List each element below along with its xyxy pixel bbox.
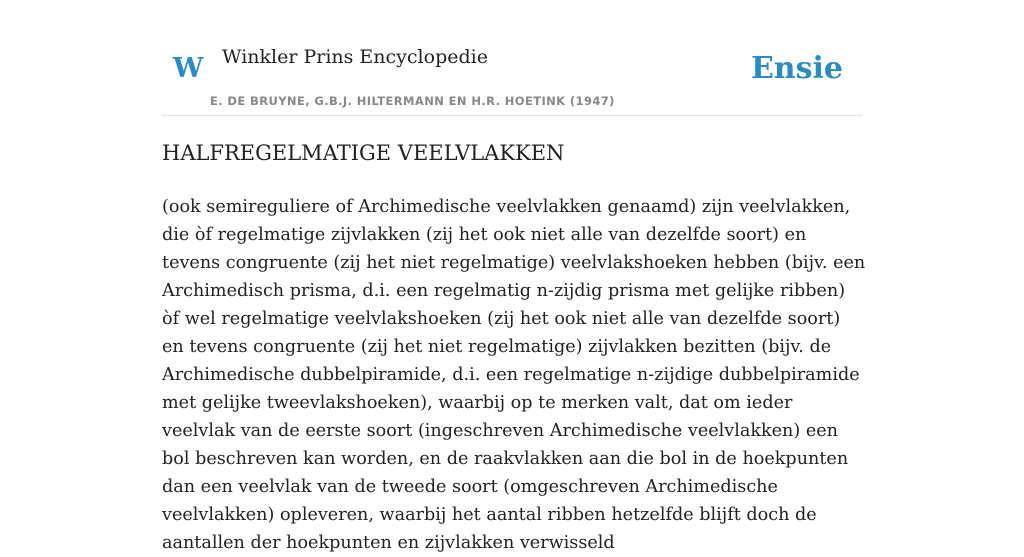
authors-line: E. DE BRUYNE, G.B.J. HILTERMANN EN H.R. HOETINK (1947) bbox=[210, 94, 615, 108]
ensie-logo[interactable]: Ensie bbox=[750, 51, 843, 86]
article-title: HALFREGELMATIGE VEELVLAKKEN bbox=[162, 141, 565, 165]
winkler-prins-logo[interactable]: W bbox=[173, 53, 204, 84]
site-title[interactable]: Winkler Prins Encyclopedie bbox=[222, 46, 488, 68]
article-body: (ook semireguliere of Archimedische veelvlakken genaamd) zijn veelvlakken, die òf regelmatige zijvlakken (zij het ook niet alle van dezelfde soort) en tevens congruente (zij het niet regelmatige) veelvlakshoeken hebben (bijv. een Archimedisch prisma, d.i. een regelmatig n-zijdig prisma met gelijke ribben) òf wel regelmatige veelvlakshoeken (zij het ook niet alle van dezelfde soort) en tevens congruente (zij het niet regelmatige) zijvlakken bezitten (bijv. de Archimedische dubbelpiramide, d.i. een regelmatige n-zijdige dubbelpiramide met gelijke tweevlakshoeken), waarbij op te merken valt, dat om ieder veelvlak van de eerste soort (ingeschreven Archimedische veelvlakken) een bol beschreven kan worden, en de raakvlakken aan die bol in de hoekpunten dan een veelvlak van de tweede soort (omgeschreven Archimedische veelvlakken) opleveren, waarbij het aantal ribben hetzelfde blijft doch de aantallen der hoekpunten en zijvlakken verwisseld bbox=[162, 197, 866, 553]
header-divider bbox=[162, 115, 862, 116]
